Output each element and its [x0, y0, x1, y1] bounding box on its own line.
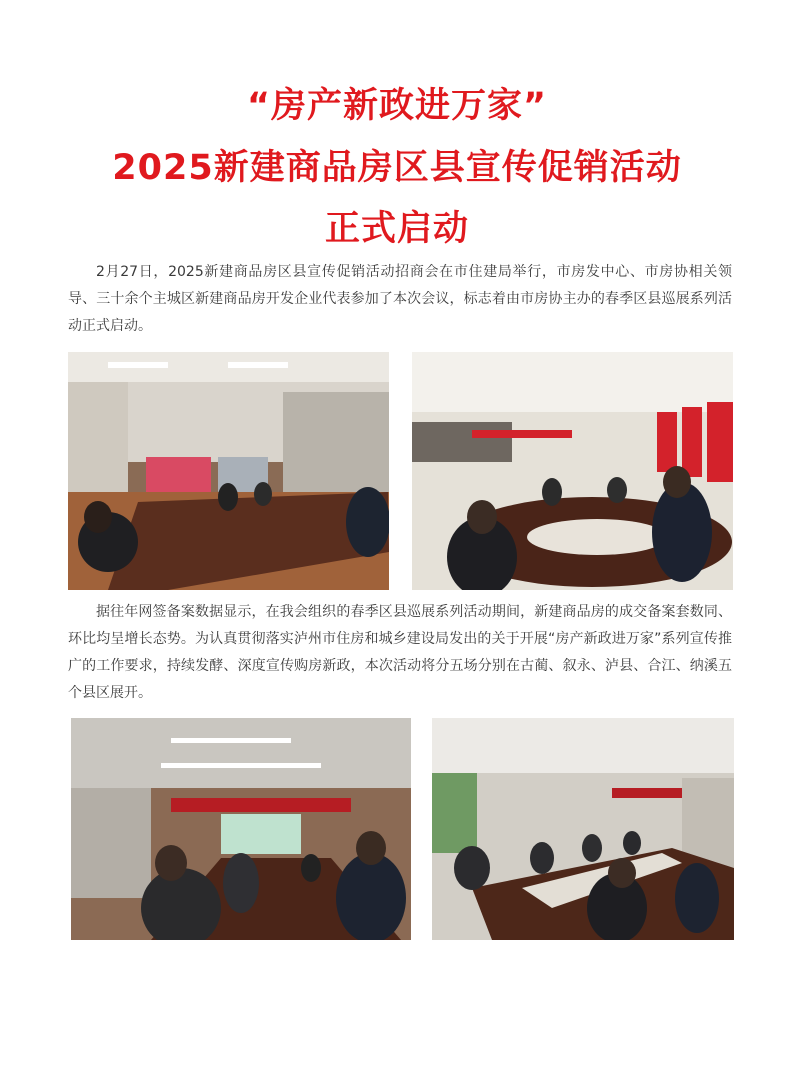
- title-line-3: 正式启动: [324, 209, 469, 249]
- meeting-photo-4: [432, 718, 734, 940]
- paragraph-intro: 2月27日，2025新建商品房区县宣传促销活动招商会在市住建局举行，市房发中心、市房协相关领导、三十余个主城区新建商品房开发企业代表参加了本次会议，标志着由市房协主办的春季区县巡展系列活动正式启动。: [68, 264, 732, 334]
- paragraph-details: 据往年网签备案数据显示，在我会组织的春季区县巡展系列活动期间，新建商品房的成交备案套数同、环比均呈增长态势。为认真贯彻落实泸州市住房和城乡建设局发出的关于开展“房产新政进万家”系列宣传推广的工作要求，持续发酵、深度宣传购房新政，本次活动将分五场分别在古蔺、叙永、泸县、合江、纳溪五个县区展开。: [68, 604, 732, 701]
- meeting-photo-3: [71, 718, 411, 940]
- title-line-2: 2025新建商品房区县宣传促销活动: [112, 148, 682, 188]
- title-line-1: “房产新政进万家”: [246, 86, 547, 126]
- meeting-photo-2: [412, 352, 733, 590]
- meeting-photo-1: [68, 352, 389, 590]
